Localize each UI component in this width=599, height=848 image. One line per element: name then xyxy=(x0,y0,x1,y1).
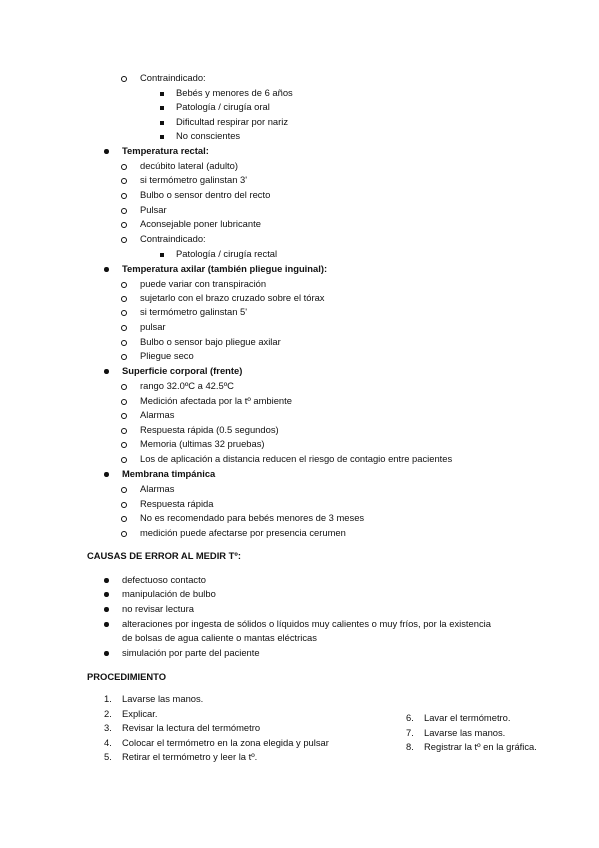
bullet-icon xyxy=(104,647,109,659)
square-bullet-icon xyxy=(160,87,164,99)
list-item: No conscientes xyxy=(176,130,241,141)
circle-bullet-icon xyxy=(121,292,127,304)
list-item: Bebés y menores de 6 años xyxy=(176,87,293,98)
circle-bullet-icon xyxy=(121,233,127,245)
list-item: defectuoso contacto xyxy=(122,574,206,585)
list-item: puede variar con transpiración xyxy=(140,278,267,289)
section-heading: PROCEDIMIENTO xyxy=(87,671,167,682)
circle-bullet-icon xyxy=(121,72,127,84)
step-text: Explicar. xyxy=(122,708,158,719)
list-item: Aconsejable poner lubricante xyxy=(140,218,261,229)
list-item: Patología / cirugía rectal xyxy=(176,248,278,259)
list-item: Medición afectada por la tº ambiente xyxy=(140,395,292,406)
step-text: Colocar el termómetro en la zona elegida y pulsar xyxy=(122,737,329,748)
section-heading: CAUSAS DE ERROR AL MEDIR Tº: xyxy=(87,550,241,561)
list-item: Pulsar xyxy=(140,204,167,215)
circle-bullet-icon xyxy=(121,527,127,539)
step-number: 2. xyxy=(104,708,112,719)
bullet-icon xyxy=(104,365,109,377)
list-item: si termómetro galinstan 5' xyxy=(140,306,248,317)
step-text: Retirar el termómetro y leer la tº. xyxy=(122,751,258,762)
section-title: Membrana timpánica xyxy=(122,468,216,479)
list-item: pulsar xyxy=(140,321,166,332)
circle-bullet-icon xyxy=(121,218,127,230)
step-number: 1. xyxy=(104,693,112,704)
list-item: Contraindicado: xyxy=(140,72,206,83)
list-item: Bulbo o sensor dentro del recto xyxy=(140,189,271,200)
step-text: Revisar la lectura del termómetro xyxy=(122,722,261,733)
section-title: Superficie corporal (frente) xyxy=(122,365,243,376)
bullet-icon xyxy=(104,618,109,630)
list-item: sujetarlo con el brazo cruzado sobre el tórax xyxy=(140,292,325,303)
section-title: Temperatura axilar (también pliegue inguinal): xyxy=(122,263,328,274)
square-bullet-icon xyxy=(160,101,164,113)
circle-bullet-icon xyxy=(121,174,127,186)
circle-bullet-icon xyxy=(121,512,127,524)
list-item: Pliegue seco xyxy=(140,350,194,361)
list-item: rango 32.0ºC a 42.5ºC xyxy=(140,380,234,391)
list-item: decúbito lateral (adulto) xyxy=(140,160,238,171)
step-text: Lavarse las manos. xyxy=(424,727,506,738)
list-item: Patología / cirugía oral xyxy=(176,101,270,112)
list-item: Los de aplicación a distancia reducen el riesgo de contagio entre pacientes xyxy=(140,453,453,464)
step-number: 8. xyxy=(406,741,414,752)
list-item: Alarmas xyxy=(140,483,175,494)
list-item: Bulbo o sensor bajo pliegue axilar xyxy=(140,336,281,347)
bullet-icon xyxy=(104,588,109,600)
step-text: Registrar la tº en la gráfica. xyxy=(424,741,537,752)
square-bullet-icon xyxy=(160,116,164,128)
circle-bullet-icon xyxy=(121,409,127,421)
step-number: 4. xyxy=(104,737,112,748)
step-number: 5. xyxy=(104,751,112,762)
circle-bullet-icon xyxy=(121,453,127,465)
circle-bullet-icon xyxy=(121,336,127,348)
circle-bullet-icon xyxy=(121,350,127,362)
circle-bullet-icon xyxy=(121,306,127,318)
step-number: 7. xyxy=(406,727,414,738)
list-item: simulación por parte del paciente xyxy=(122,647,260,658)
bullet-icon xyxy=(104,145,109,157)
list-item: No es recomendado para bebés menores de 3 meses xyxy=(140,512,365,523)
list-item: Alarmas xyxy=(140,409,175,420)
list-item-continuation: de bolsas de agua caliente o mantas eléctricas xyxy=(122,632,317,643)
step-text: Lavar el termómetro. xyxy=(424,712,511,723)
step-number: 3. xyxy=(104,722,112,733)
list-item: Memoria (ultimas 32 pruebas) xyxy=(140,438,265,449)
list-item: medición puede afectarse por presencia cerumen xyxy=(140,527,346,538)
circle-bullet-icon xyxy=(121,498,127,510)
list-item: Respuesta rápida (0.5 segundos) xyxy=(140,424,279,435)
step-number: 6. xyxy=(406,712,414,723)
square-bullet-icon xyxy=(160,130,164,142)
circle-bullet-icon xyxy=(121,483,127,495)
bullet-icon xyxy=(104,574,109,586)
list-item: Dificultad respirar por nariz xyxy=(176,116,289,127)
circle-bullet-icon xyxy=(121,438,127,450)
bullet-icon xyxy=(104,263,109,275)
circle-bullet-icon xyxy=(121,424,127,436)
circle-bullet-icon xyxy=(121,380,127,392)
circle-bullet-icon xyxy=(121,204,127,216)
step-text: Lavarse las manos. xyxy=(122,693,204,704)
list-item: Contraindicado: xyxy=(140,233,206,244)
square-bullet-icon xyxy=(160,248,164,260)
circle-bullet-icon xyxy=(121,395,127,407)
circle-bullet-icon xyxy=(121,321,127,333)
circle-bullet-icon xyxy=(121,278,127,290)
list-item: manipulación de bulbo xyxy=(122,588,216,599)
list-item: no revisar lectura xyxy=(122,603,194,614)
list-item: alteraciones por ingesta de sólidos o líquidos muy calientes o muy fríos, por la existencia xyxy=(122,618,491,629)
circle-bullet-icon xyxy=(121,160,127,172)
list-item: si termómetro galinstan 3' xyxy=(140,174,248,185)
section-title: Temperatura rectal: xyxy=(122,145,209,156)
bullet-icon xyxy=(104,603,109,615)
bullet-icon xyxy=(104,468,109,480)
list-item: Respuesta rápida xyxy=(140,498,214,509)
circle-bullet-icon xyxy=(121,189,127,201)
